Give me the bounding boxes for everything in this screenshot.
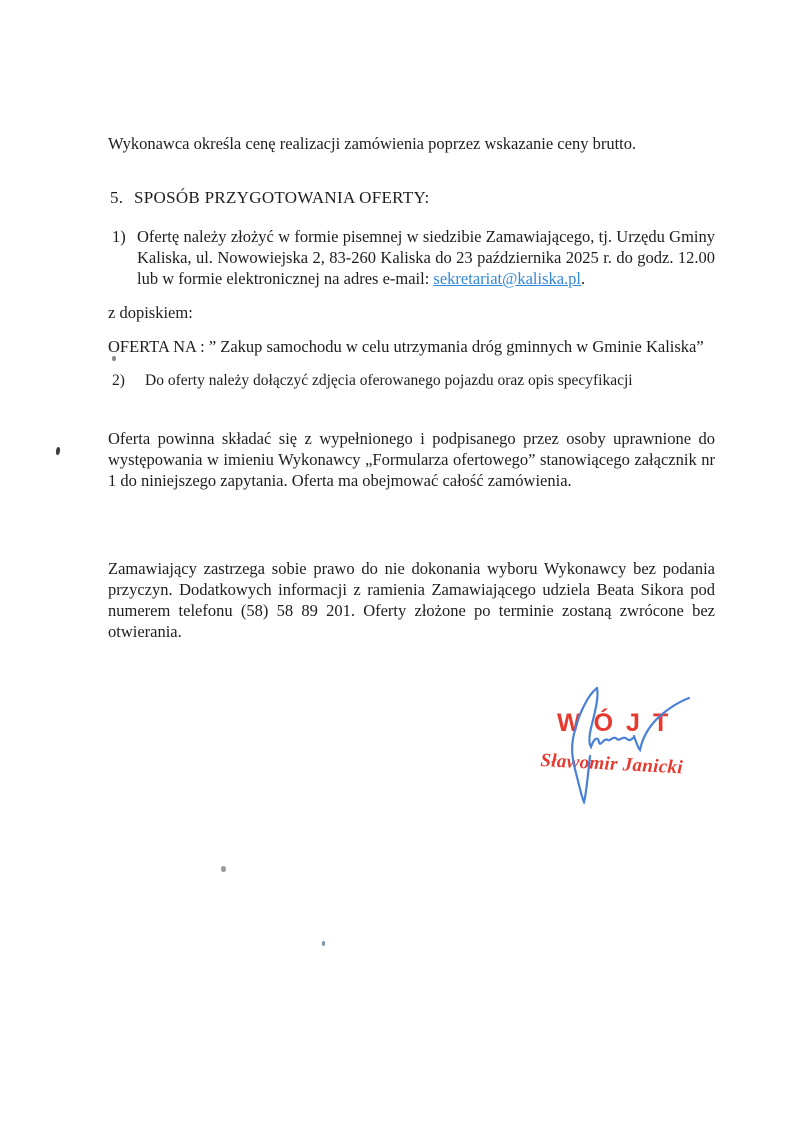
- requirements-paragraph: Oferta powinna składać się z wypełnionego i podpisanego przez osoby uprawnione do występowania w imieniu Wykonawcy „Formularza ofertowego” stanowiącego załącznik nr 1 do niniejszego zapytania. Oferta ma obejmować całość zamówienia.: [108, 429, 715, 490]
- section-heading: [110, 187, 430, 208]
- mayor-stamp-name: Sławomir Janicki: [539, 750, 684, 779]
- section-number: 5.: [110, 188, 124, 207]
- disclaimer-paragraph: Zamawiający zastrzega sobie prawo do nie dokonania wyboru Wykonawcy bez podania przyczyn. Dodatkowych informacji z ramienia Zamawiającego udziela Beata Sikora pod numerem telefonu (58) 58 89 201. Oferty złożone po terminie zostaną zwrócone bez otwierania.: [108, 559, 715, 641]
- signature-stroke-sweep: [634, 698, 689, 750]
- scan-speck: [322, 941, 325, 946]
- list-item-1-period: .: [581, 269, 586, 288]
- signature-stroke-squiggle: [590, 688, 634, 747]
- intro-paragraph: Wykonawca określa cenę realizacji zamówienia poprzez wskazanie ceny brutto.: [108, 134, 637, 153]
- list-item-1-body: Ofertę należy złożyć w formie pisemnej w siedzibie Zamawiającego, tj. Urzędu Gminy Kaliska, ul. Nowowiejska 2, 83-260 Kaliska do 23 października 2025 r. do godz. 12.00 lub w formie elektronicznej na adres e-mail:: [137, 227, 715, 288]
- list-item-1: [108, 226, 715, 289]
- list-item-2: [108, 370, 715, 391]
- signature-ink: [540, 680, 700, 810]
- list-item-2-text: Do oferty należy dołączyć zdjęcia oferowanego pojazdu oraz opis specyfikacji: [145, 372, 633, 389]
- section-title: SPOSÓB PRZYGOTOWANIA OFERTY:: [134, 188, 430, 207]
- list-item-1-text: [137, 226, 715, 289]
- annotation-label: z dopiskiem:: [108, 303, 193, 322]
- scan-speck: [55, 447, 60, 455]
- signature-stroke-loop: [572, 688, 597, 802]
- scan-speck: [221, 866, 226, 872]
- scan-speck: [112, 356, 116, 361]
- email-link[interactable]: sekretariat@kaliska.pl: [433, 269, 582, 288]
- list-item-2-number: 2): [112, 372, 125, 389]
- offer-title-line: OFERTA NA : ” Zakup samochodu w celu utrzymania dróg gminnych w Gminie Kaliska”: [108, 337, 704, 356]
- mayor-stamp-title: WÓJT: [557, 709, 682, 737]
- list-item-1-number: 1): [112, 227, 126, 246]
